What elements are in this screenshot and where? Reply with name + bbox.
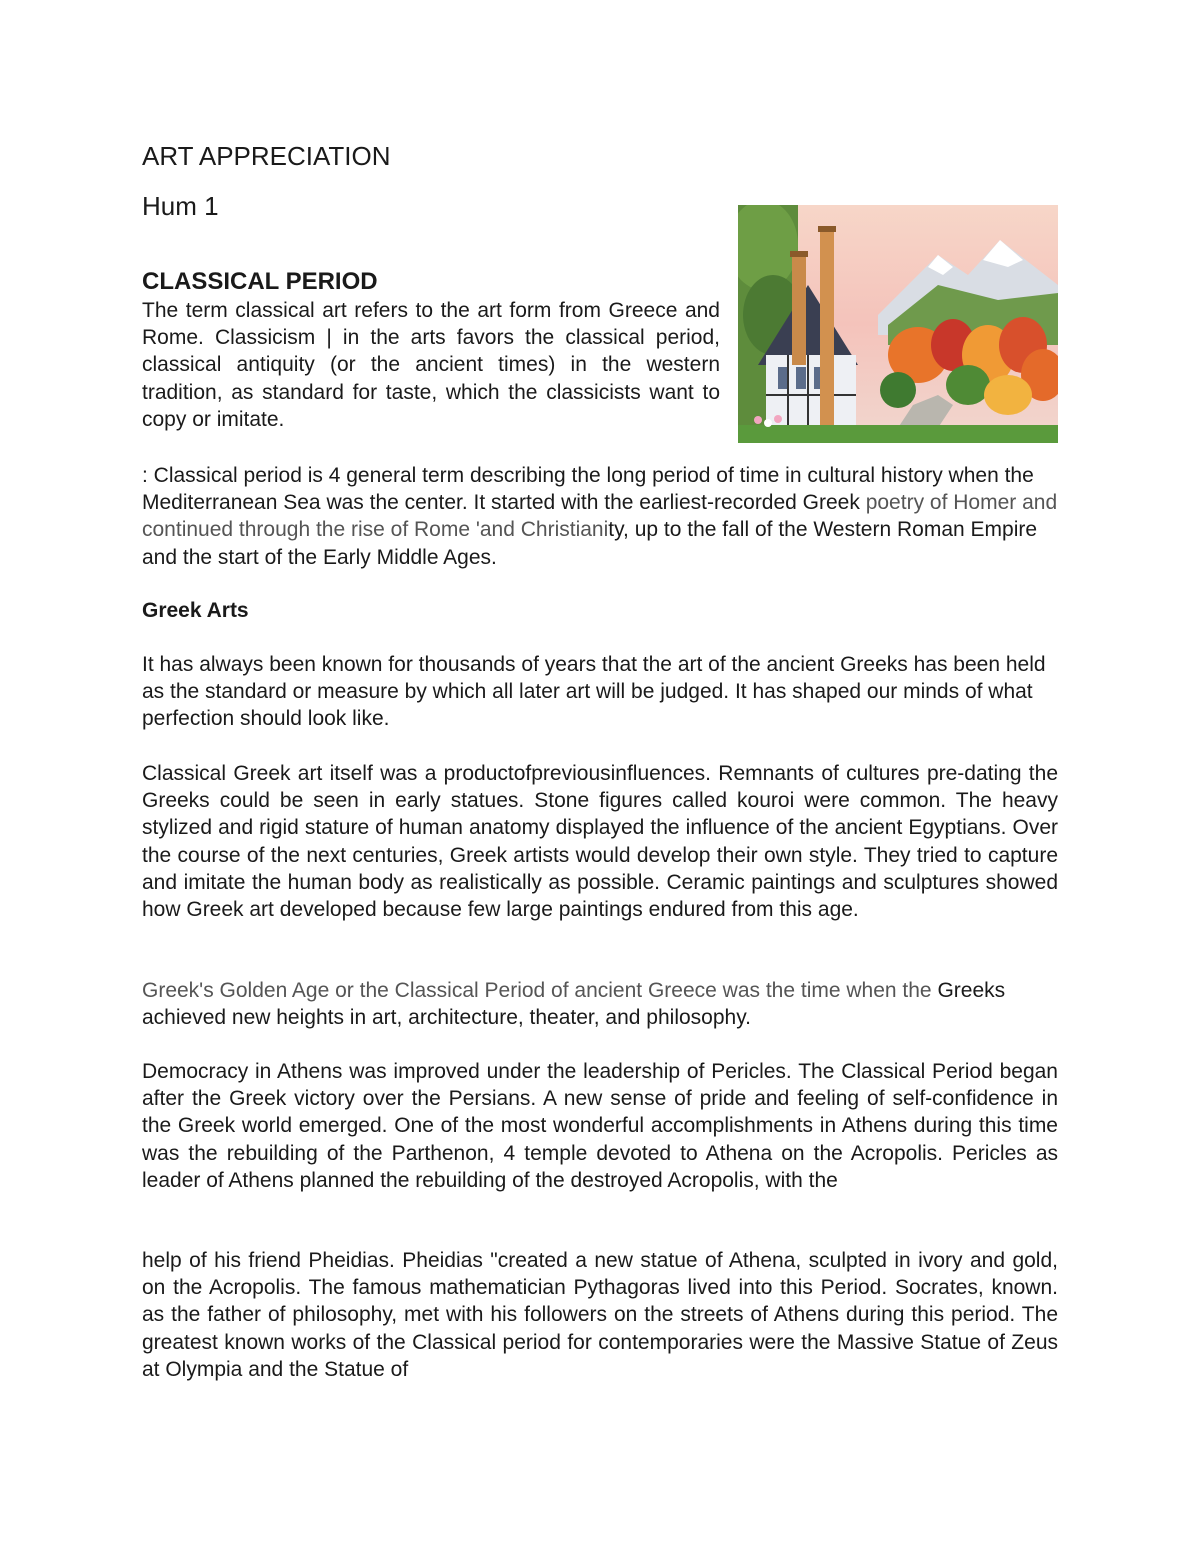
greek-arts-paragraph-2: Classical Greek art itself was a productofpreviousinfluences. Remnants of cultures pre-dating the Greeks could be seen in early statues. Stone figures called kouroi were common. The heavy stylized and rigid stature of human anatomy displayed the influence of the ancient Egyptians. Over the course of the next centuries, Greek artists would develop their own style. They tried to capture and imitate the human body as realistically as possible. Ceramic paintings and sculptures showed how Greek art developed because few large paintings endured from this age.: [142, 762, 1058, 922]
golden-age-paragraph: [142, 977, 1058, 1031]
intro-paragraph: The term classical art refers to the art form from Greece and Rome. Classicism | in the arts favors the classical period, classical antiquity (or the ancient times) in the western tradition, as standard for taste, which the classicists want to copy or imitate.: [142, 299, 720, 431]
greek-arts-paragraph-1: It has always been known for thousands of years that the art of the ancient Greeks has been held as the standard or measure by which all later art will be judged. It has shaped our minds of what perfection should look like.: [142, 653, 1046, 731]
course-code: Hum 1: [142, 191, 219, 221]
classical-period-paragraph: [142, 462, 1058, 571]
greek-arts-heading: Greek Arts: [142, 599, 249, 622]
golden-text-a: Greek's Golden Age or the Classical Period of ancient Greece was the time when the: [142, 979, 938, 1002]
section-heading-classical-period: CLASSICAL PERIOD: [142, 268, 378, 295]
document-title: ART APPRECIATION: [142, 141, 391, 171]
pheidias-paragraph: help of his friend Pheidias. Pheidias "created a new statue of Athena, sculpted in ivory and gold, on the Acropolis. The famous mathematician Pythagoras lived into this Period. Socrates, known. as the father of philosophy, met with his followers on the streets of Athens during this period. The greatest known works of the Classical period for contemporaries were the Massive Statue of Zeus at Olympia and the Statue of: [142, 1249, 1058, 1381]
golden-text-b: Greeks achieved new heights in art, architecture, theater, and philosophy.: [142, 979, 1006, 1030]
democracy-paragraph: Democracy in Athens was improved under the leadership of Pericles. The Classical Period began after the Greek victory over the Persians. A new sense of pride and feeling of self-confidence in the Greek world emerged. One of the most wonderful accomplishments in Athens during this time was the rebuilding of the Parthenon, 4 temple devoted to Athena on the Acropolis. Pericles as leader of Athens planned the rebuilding of the destroyed Acropolis, with the: [142, 1060, 1058, 1192]
period-text-b: poetry of Homer and continued through the rise of Rome 'and Christiani: [142, 491, 1058, 542]
period-text-c: ty, up to the fall of the Western Roman Empire and the start of the Early Middle Ages.: [142, 518, 1038, 569]
cottage-painting-image: [738, 205, 1058, 443]
period-text-a: : Classical period is 4 general term describing the long period of time in cultural history when the Mediterranean Sea was the center. It started with the earliest-recorded Greek: [142, 464, 1034, 515]
